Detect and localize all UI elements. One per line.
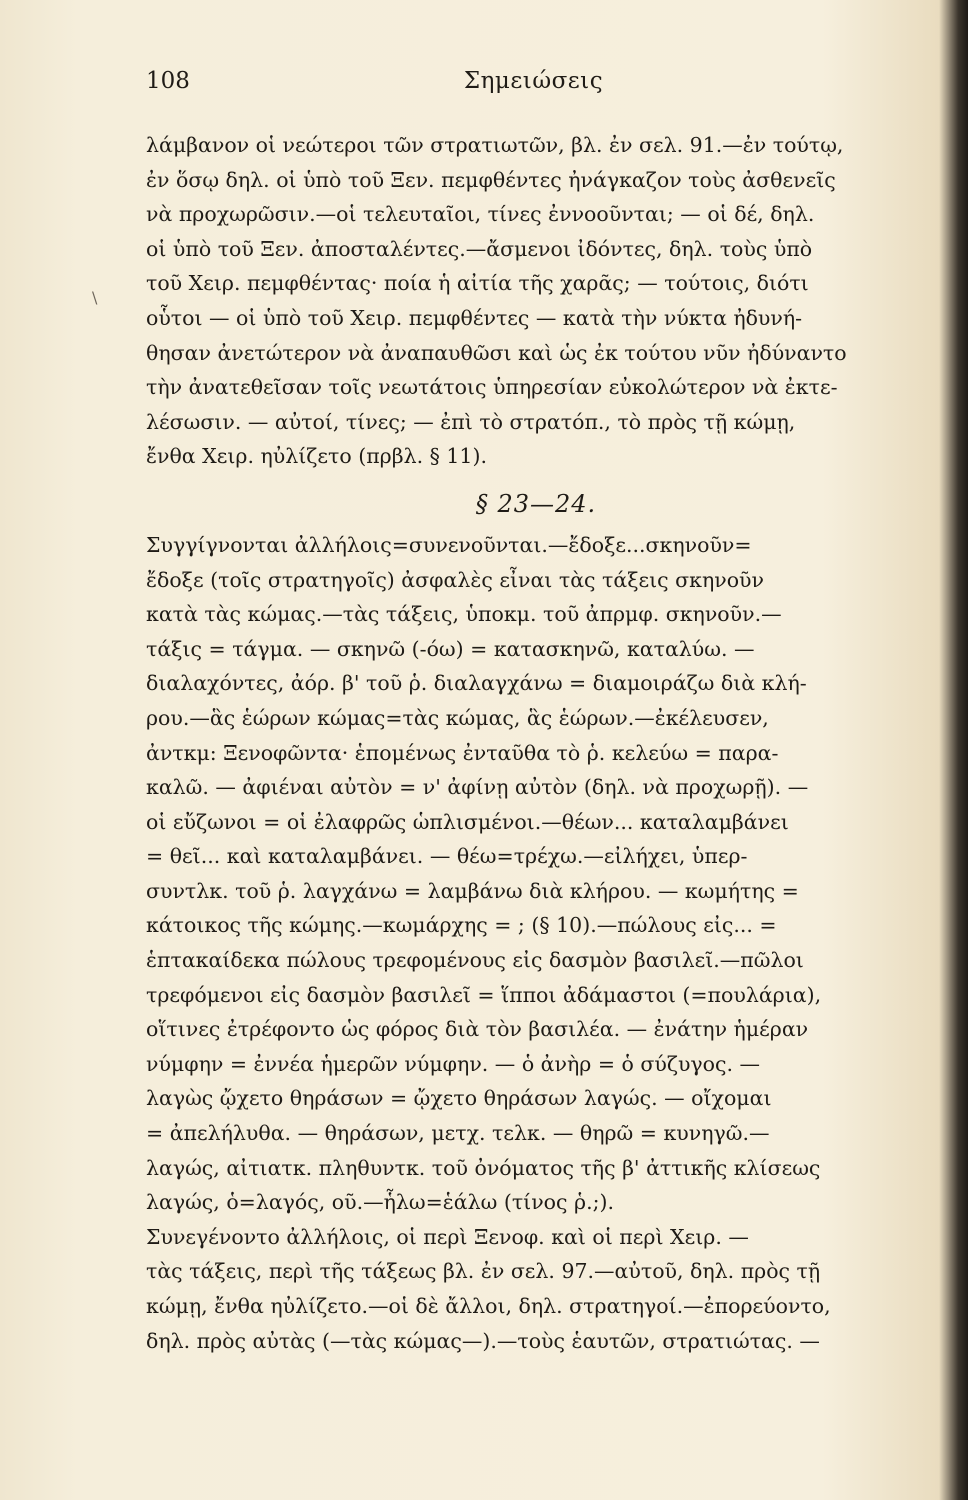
- margin-mark: \: [92, 288, 98, 307]
- text-line: νὰ προχωρῶσιν.—οἱ τελευταῖοι, τίνες ἐννοοῦνται; — οἱ δέ, δηλ.: [146, 202, 815, 227]
- text-line: νύμφην = ἐννέα ἡμερῶν νύμφην. — ὁ ἀνὴρ = ὁ σύζυγος. —: [146, 1051, 761, 1076]
- text-line: Συγγίγνονται ἀλλήλοις=συνενοῦνται.—ἔδοξε...σκηνοῦν=: [146, 532, 752, 557]
- text-line: ρου.—ἃς ἑώρων κώμας=τὰς κώμας, ἃς ἑώρων.—ἐκέλευσεν,: [146, 705, 769, 730]
- text-line: οἵτινες ἐτρέφοντο ὡς φόρος διὰ τὸν βασιλέα. — ἐνάτην ἡμέραν: [146, 1017, 809, 1042]
- text-line: λάμβανον οἱ νεώτεροι τῶν στρατιωτῶν, βλ. ἐν σελ. 91.—ἐν τούτῳ,: [146, 133, 844, 157]
- paragraph-3: [146, 1220, 926, 1358]
- text-line: συντλκ. τοῦ ῥ. λαγχάνω = λαμβάνω διὰ κλήρου. — κωμήτης =: [146, 878, 799, 903]
- text-line: τρεφόμενοι εἰς δασμὸν βασιλεῖ = ἵπποι ἀδάμαστοι (=πουλάρια),: [146, 982, 822, 1007]
- text-line: οἱ ὑπὸ τοῦ Ξεν. ἀποσταλέντες.—ἄσμενοι ἰδόντες, δηλ. τοὺς ὑπὸ: [146, 236, 813, 261]
- text-line: ἀντκμ: Ξενοφῶντα· ἑπομένως ἐνταῦθα τὸ ῥ. κελεύω = παρα-: [146, 740, 779, 765]
- paragraph-1: [146, 128, 926, 474]
- text-line: Συνεγένοντο ἀλλήλοις, οἱ περὶ Ξενοφ. καὶ οἱ περὶ Χειρ. —: [146, 1224, 749, 1249]
- text-line: ἐν ὅσῳ δηλ. οἱ ὑπὸ τοῦ Ξεν. πεμφθέντες ἠνάγκαζον τοὺς ἀσθενεῖς: [146, 167, 836, 192]
- text-line: λέσωσιν. — αὐτοί, τίνες; — ἐπὶ τὸ στρατόπ., τὸ πρὸς τῇ κώμῃ,: [146, 409, 796, 434]
- text-line: οἱ εὔζωνοι = οἱ ἐλαφρῶς ὡπλισμένοι.—θέων... καταλαμβάνει: [146, 809, 789, 834]
- text-line: λαγώς, ὁ=λαγός, οῦ.—ἧλω=ἑάλω (τίνος ῥ.;).: [146, 1190, 615, 1215]
- text-line: λαγώς, αἰτιατκ. πληθυντκ. τοῦ ὀνόματος τῆς β' ἀττικῆς κλίσεως: [146, 1155, 821, 1180]
- text-line: διαλαχόντες, ἀόρ. β' τοῦ ῥ. διαλαγχάνω = διαμοιράζω διὰ κλή-: [146, 671, 807, 696]
- page-number: 108: [146, 68, 190, 94]
- text-line: καλῶ. — ἀφιέναι αὐτὸν = ν' ἀφίνῃ αὐτὸν (δηλ. νὰ προχωρῇ). —: [146, 775, 809, 800]
- text-line: ἔδοξε (τοῖς στρατηγοῖς) ἀσφαλὲς εἶναι τὰς τάξεις σκηνοῦν: [146, 567, 764, 592]
- section-heading: § 23—24.: [475, 489, 597, 518]
- text-line: ἔνθα Χειρ. ηὐλίζετο (πρβλ. § 11).: [146, 444, 487, 469]
- text-line: = θεῖ... καὶ καταλαμβάνει. — θέω=τρέχω.—εἰλήχει, ὑπερ-: [146, 844, 748, 869]
- text-line: τὰς τάξεις, περὶ τῆς τάξεως βλ. ἐν σελ. 97.—αὐτοῦ, δηλ. πρὸς τῇ: [146, 1259, 821, 1284]
- paragraph-2: [146, 528, 926, 1220]
- text-line: τὴν ἀνατεθεῖσαν τοῖς νεωτάτοις ὑπηρεσίαν εὐκολώτερον νὰ ἐκτε-: [146, 375, 838, 400]
- running-head: Σημειώσεις: [463, 68, 604, 94]
- text-line: δηλ. πρὸς αὐτὰς (—τὰς κώμας—).—τοὺς ἑαυτῶν, στρατιώτας. —: [146, 1328, 820, 1353]
- text-line: κώμῃ, ἔνθα ηὐλίζετο.—οἱ δὲ ἄλλοι, δηλ. στρατηγοί.—ἐπορεύοντο,: [146, 1294, 831, 1318]
- text-line: κάτοικος τῆς κώμης.—κωμάρχης = ; (§ 10).—πώλους εἰς... =: [146, 913, 777, 938]
- body-text: [146, 128, 926, 1358]
- text-line: τοῦ Χειρ. πεμφθέντας· ποία ἡ αἰτία τῆς χαρᾶς; — τούτοις, διότι: [146, 271, 809, 296]
- page-header: [146, 68, 921, 108]
- text-line: οὗτοι — οἱ ὑπὸ τοῦ Χειρ. πεμφθέντες — κατὰ τὴν νύκτα ἠδυνή-: [146, 305, 803, 330]
- text-line: τάξις = τάγμα. — σκηνῶ (-όω) = κατασκηνῶ, καταλύω. —: [146, 636, 755, 661]
- text-line: ἑπτακαίδεκα πώλους τρεφομένους εἰς δασμὸν βασιλεῖ.—πῶλοι: [146, 948, 804, 973]
- text-line: κατὰ τὰς κώμας.—τὰς τάξεις, ὑποκμ. τοῦ ἀπρμφ. σκηνοῦν.—: [146, 602, 782, 627]
- text-line: = ἀπελήλυθα. — θηράσων, μετχ. τελκ. — θηρῶ = κυνηγῶ.—: [146, 1121, 770, 1146]
- text-line: λαγὼς ᾤχετο θηράσων = ᾤχετο θηράσων λαγώς. — οἴχομαι: [146, 1086, 772, 1111]
- text-line: θησαν ἀνετώτερον νὰ ἀναπαυθῶσι καὶ ὡς ἐκ τούτου νῦν ἠδύναντο: [146, 340, 847, 365]
